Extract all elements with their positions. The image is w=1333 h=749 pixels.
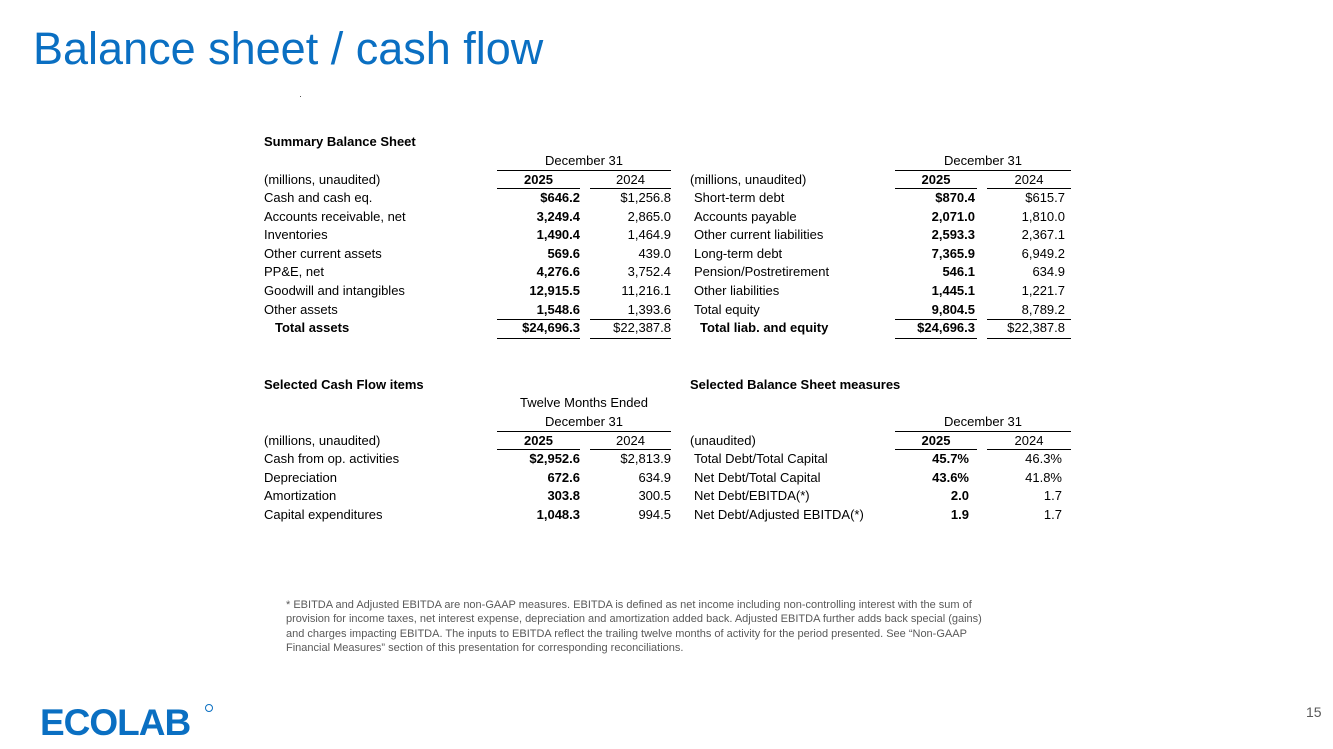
total-2025: $24,696.3 xyxy=(522,320,580,336)
liabilities-col-2024: 2024 xyxy=(1014,172,1044,187)
value-2024: 1.7 xyxy=(1043,506,1062,522)
value-2024: 11,216.1 xyxy=(621,282,671,298)
value-2025: $2,952.6 xyxy=(529,451,580,466)
measures-period-header: December 31 xyxy=(943,414,1023,429)
value-2025: 4,276.6 xyxy=(536,264,580,280)
value-2024: 634.9 xyxy=(1032,264,1065,280)
total-label: Total assets xyxy=(275,320,350,336)
liabilities-col-2025: 2025 xyxy=(921,172,951,187)
cash-flow-table xyxy=(264,450,674,524)
row-label: Accounts receivable, net xyxy=(264,208,406,224)
table-row xyxy=(694,450,1074,469)
footnote: * EBITDA and Adjusted EBITDA are non-GAAP measures. EBITDA is defined as net income including non-controlling interest with the sum of provision for income taxes, net interest expense, depreciation and amortization added back. Adjusted EBITDA further adds back special (gains) and charges impacting EBITDA. The inputs to EBITDA reflect the trailing twelve months of activity for the period presented. See “Non-GAAP Financial Measures” section of this presentation for corresponding reconciliations. xyxy=(286,599,982,654)
total-label: Total liab. and equity xyxy=(700,320,829,336)
value-2025: 2.0 xyxy=(950,488,969,504)
total-2024: $22,387.8 xyxy=(613,320,671,336)
assets-table xyxy=(264,189,674,338)
assets-unit-label: (millions, unaudited) xyxy=(264,172,381,187)
total-2025: $24,696.3 xyxy=(917,320,975,336)
value-2025: 45.7% xyxy=(932,451,969,466)
row-label: Depreciation xyxy=(264,469,337,485)
page-number: 15 xyxy=(1306,704,1322,720)
measures-header-row xyxy=(690,432,1074,451)
balance-sheet-title: Summary Balance Sheet xyxy=(264,134,416,149)
measures-col-2024: 2024 xyxy=(1014,433,1044,448)
value-2024: 439.0 xyxy=(638,245,671,261)
total-2024: $22,387.8 xyxy=(1007,320,1065,336)
row-label: PP&E, net xyxy=(264,264,324,280)
row-label: Total equity xyxy=(694,301,760,317)
row-label: Net Debt/Adjusted EBITDA(*) xyxy=(694,506,864,522)
row-label: Net Debt/EBITDA(*) xyxy=(694,488,810,504)
row-label: Other current liabilities xyxy=(694,227,824,243)
value-2025: $646.2 xyxy=(540,190,580,205)
row-label: Cash and cash eq. xyxy=(264,190,373,205)
value-2025: 12,915.5 xyxy=(529,282,580,298)
total-row xyxy=(264,319,674,338)
liabilities-table xyxy=(694,189,1074,338)
table-row xyxy=(694,487,1074,506)
value-2025: 1,048.3 xyxy=(536,506,580,522)
table-row xyxy=(694,226,1074,245)
value-2025: 3,249.4 xyxy=(536,208,580,224)
value-2024: 46.3% xyxy=(1025,451,1062,466)
cash-flow-unit-label: (millions, unaudited) xyxy=(264,433,381,448)
liabilities-subtotal-rule xyxy=(895,319,977,320)
row-label: Cash from op. activities xyxy=(264,451,400,466)
table-row xyxy=(694,263,1074,282)
table-row xyxy=(264,469,674,488)
table-row xyxy=(264,450,674,469)
page-title: Balance sheet / cash flow xyxy=(33,23,544,74)
table-row xyxy=(264,208,674,227)
assets-total-rule xyxy=(590,338,671,339)
table-row xyxy=(264,301,674,320)
value-2024: 994.5 xyxy=(638,506,671,522)
row-label: Net Debt/Total Capital xyxy=(694,469,821,485)
value-2024: 300.5 xyxy=(638,488,671,504)
liabilities-total-rule xyxy=(987,338,1071,339)
decorative-dot xyxy=(300,96,301,97)
liabilities-period-header: December 31 xyxy=(943,153,1023,168)
row-label: Capital expenditures xyxy=(264,506,383,522)
cash-flow-col-2025: 2025 xyxy=(524,433,553,448)
value-2024: 8,789.2 xyxy=(1021,301,1065,317)
row-label: Short-term debt xyxy=(694,190,785,205)
assets-subtotal-rule xyxy=(497,319,580,320)
measures-col-2025: 2025 xyxy=(921,433,951,448)
liabilities-total-rule xyxy=(895,338,977,339)
registered-mark-icon xyxy=(206,705,213,712)
table-row xyxy=(264,506,674,525)
assets-col-2024: 2024 xyxy=(616,172,645,187)
value-2024: 634.9 xyxy=(638,469,671,485)
value-2025: 9,804.5 xyxy=(931,301,975,317)
row-label: Amortization xyxy=(264,488,337,504)
row-label: Pension/Postretirement xyxy=(694,264,830,280)
value-2025: $870.4 xyxy=(935,190,975,205)
table-row xyxy=(264,189,674,208)
table-row xyxy=(694,282,1074,301)
row-label: Inventories xyxy=(264,227,328,243)
ecolab-logo xyxy=(40,701,215,746)
value-2025: 1,490.4 xyxy=(536,227,580,243)
value-2025: 1.9 xyxy=(950,506,969,522)
cash-flow-header-row xyxy=(264,432,674,451)
table-row xyxy=(694,208,1074,227)
value-2024: $2,813.9 xyxy=(620,451,671,466)
cash-flow-col-2024: 2024 xyxy=(616,433,645,448)
value-2024: $1,256.8 xyxy=(620,190,671,205)
table-row xyxy=(694,506,1074,525)
table-row xyxy=(264,226,674,245)
table-row xyxy=(264,487,674,506)
value-2025: 7,365.9 xyxy=(931,245,975,261)
liabilities-unit-label: (millions, unaudited) xyxy=(690,172,807,187)
assets-header-row xyxy=(264,171,674,190)
assets-subtotal-rule xyxy=(590,319,671,320)
value-2024: 6,949.2 xyxy=(1021,245,1065,261)
value-2025: 1,548.6 xyxy=(536,301,580,317)
total-row xyxy=(694,319,1074,338)
value-2025: 43.6% xyxy=(932,469,969,485)
value-2025: 546.1 xyxy=(942,264,975,280)
value-2024: 3,752.4 xyxy=(627,264,671,280)
row-label: Long-term debt xyxy=(694,245,783,261)
assets-col-2025: 2025 xyxy=(524,172,553,187)
value-2024: 2,367.1 xyxy=(1021,227,1065,243)
value-2025: 2,071.0 xyxy=(931,208,975,224)
value-2025: 569.6 xyxy=(547,245,580,261)
ecolab-logo-icon xyxy=(40,701,215,741)
table-row xyxy=(694,189,1074,208)
value-2024: 1,221.7 xyxy=(1021,282,1065,298)
assets-period-header: December 31 xyxy=(544,153,624,168)
row-label: Other assets xyxy=(264,301,338,317)
row-label: Other current assets xyxy=(264,245,382,261)
table-row xyxy=(694,245,1074,264)
measures-title: Selected Balance Sheet measures xyxy=(690,377,901,392)
value-2025: 2,593.3 xyxy=(931,227,975,243)
value-2025: 672.6 xyxy=(547,469,580,485)
table-row xyxy=(694,301,1074,320)
row-label: Other liabilities xyxy=(694,282,780,298)
assets-total-rule xyxy=(497,338,580,339)
table-row xyxy=(264,245,674,264)
value-2024: $615.7 xyxy=(1025,190,1065,205)
row-label: Total Debt/Total Capital xyxy=(694,451,828,466)
cash-flow-title: Selected Cash Flow items xyxy=(264,377,424,392)
value-2024: 1,393.6 xyxy=(627,301,671,317)
liabilities-subtotal-rule xyxy=(987,319,1071,320)
logo-wordmark: ECOLAB xyxy=(40,702,191,741)
value-2025: 303.8 xyxy=(547,488,580,504)
value-2024: 41.8% xyxy=(1025,469,1062,485)
value-2024: 1.7 xyxy=(1043,488,1062,504)
liabilities-header-row xyxy=(690,171,1074,190)
measures-table xyxy=(694,450,1074,524)
value-2025: 1,445.1 xyxy=(931,282,975,298)
cash-flow-period-header-line2: December 31 xyxy=(544,414,624,429)
table-row xyxy=(264,282,674,301)
row-label: Accounts payable xyxy=(694,208,797,224)
value-2024: 1,810.0 xyxy=(1021,208,1065,224)
table-row xyxy=(694,469,1074,488)
cash-flow-period-header-line1: Twelve Months Ended xyxy=(520,395,648,410)
value-2024: 2,865.0 xyxy=(627,208,671,224)
row-label: Goodwill and intangibles xyxy=(264,282,405,298)
value-2024: 1,464.9 xyxy=(627,227,671,243)
measures-unit-label: (unaudited) xyxy=(690,433,756,448)
table-row xyxy=(264,263,674,282)
